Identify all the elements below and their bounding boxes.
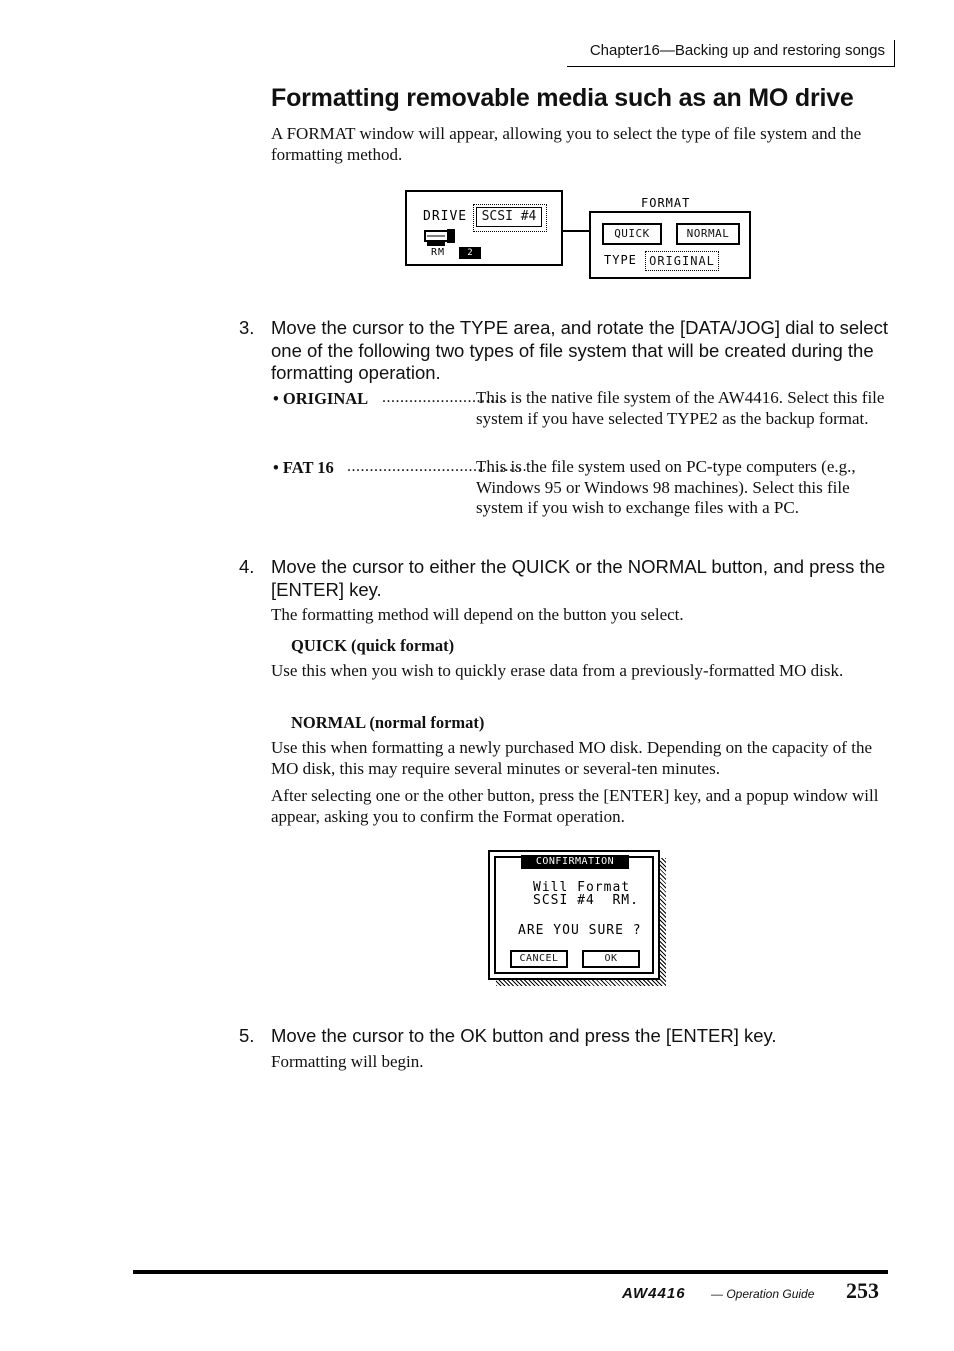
step-number: 5. <box>239 1025 255 1046</box>
popup-line-2: SCSI #4 RM. <box>533 893 639 908</box>
intro-text: A FORMAT window will appear, allowing you to select the type of file system and the formatting method. <box>271 124 862 164</box>
product-logo: AW4416 <box>622 1285 686 1302</box>
popup-title: CONFIRMATION <box>521 855 629 869</box>
rm-label: RM <box>431 247 446 258</box>
drive-label: DRIVE <box>423 209 468 224</box>
guide-label: — Operation Guide <box>711 1287 815 1301</box>
drive-value-frame <box>473 204 547 232</box>
normal-text: Use this when formatting a newly purchased MO disk. Depending on the capacity of the MO disk, this may require several minutes or several-ten minutes. <box>271 738 872 778</box>
leader-dots: ............................ <box>382 389 508 406</box>
ok-button[interactable]: OK <box>582 950 640 968</box>
normal-button[interactable]: NORMAL <box>676 223 740 245</box>
rm-badge: 2 <box>459 247 481 259</box>
section-title: Formatting removable media such as an MO drive <box>271 84 854 112</box>
chapter-title: Chapter16—Backing up and restoring songs <box>589 42 885 59</box>
step-text: Move the cursor to the OK button and press the [ENTER] key. <box>271 1025 777 1046</box>
after-text: After selecting one or the other button, press the [ENTER] key, and a popup window will appear, asking you to confirm the Format operation. <box>271 786 879 826</box>
cancel-button[interactable]: CANCEL <box>510 950 568 968</box>
item-description: This is the file system used on PC-type computers (e.g., Windows 95 or Windows 98 machines). Select this file system if you wish to exchange files with a PC. <box>476 457 856 517</box>
footer-rule <box>133 1270 888 1274</box>
item-label: • ORIGINAL <box>273 389 369 408</box>
step-number: 4. <box>239 556 255 577</box>
format-panel <box>589 211 751 279</box>
format-title: FORMAT <box>641 196 691 210</box>
leader-dots: ........................................ <box>347 458 527 475</box>
step-text: Move the cursor to either the QUICK or the NORMAL button, and press the [ENTER] key. <box>271 556 886 600</box>
type-value[interactable]: ORIGINAL <box>645 251 719 271</box>
drive-value: SCSI #4 <box>476 207 542 227</box>
step-5-note: Formatting will begin. <box>271 1052 424 1071</box>
confirmation-popup <box>488 850 660 980</box>
quick-subhead: QUICK (quick format) <box>291 636 455 655</box>
type-label: TYPE <box>604 253 637 267</box>
quick-text: Use this when you wish to quickly erase data from a previously-formatted MO disk. <box>271 661 844 680</box>
step-number: 3. <box>239 317 255 338</box>
popup-line-1: Will Format <box>533 880 631 895</box>
running-header <box>567 40 895 67</box>
normal-subhead: NORMAL (normal format) <box>291 713 485 732</box>
item-description: This is the native file system of the AW4416. Select this file system if you have selected TYPE2 as the backup format. <box>476 388 885 428</box>
connector-line <box>561 230 591 232</box>
page-number: 253 <box>846 1278 879 1303</box>
step-text: Move the cursor to the TYPE area, and rotate the [DATA/JOG] dial to select one of the following two types of file system that will be created during the formatting operation. <box>271 317 888 383</box>
step-4-note: The formatting method will depend on the button you select. <box>271 605 684 624</box>
drive-panel <box>405 190 563 266</box>
quick-button[interactable]: QUICK <box>602 223 662 245</box>
item-label: • FAT 16 <box>273 458 334 477</box>
popup-question: ARE YOU SURE ? <box>518 923 642 938</box>
